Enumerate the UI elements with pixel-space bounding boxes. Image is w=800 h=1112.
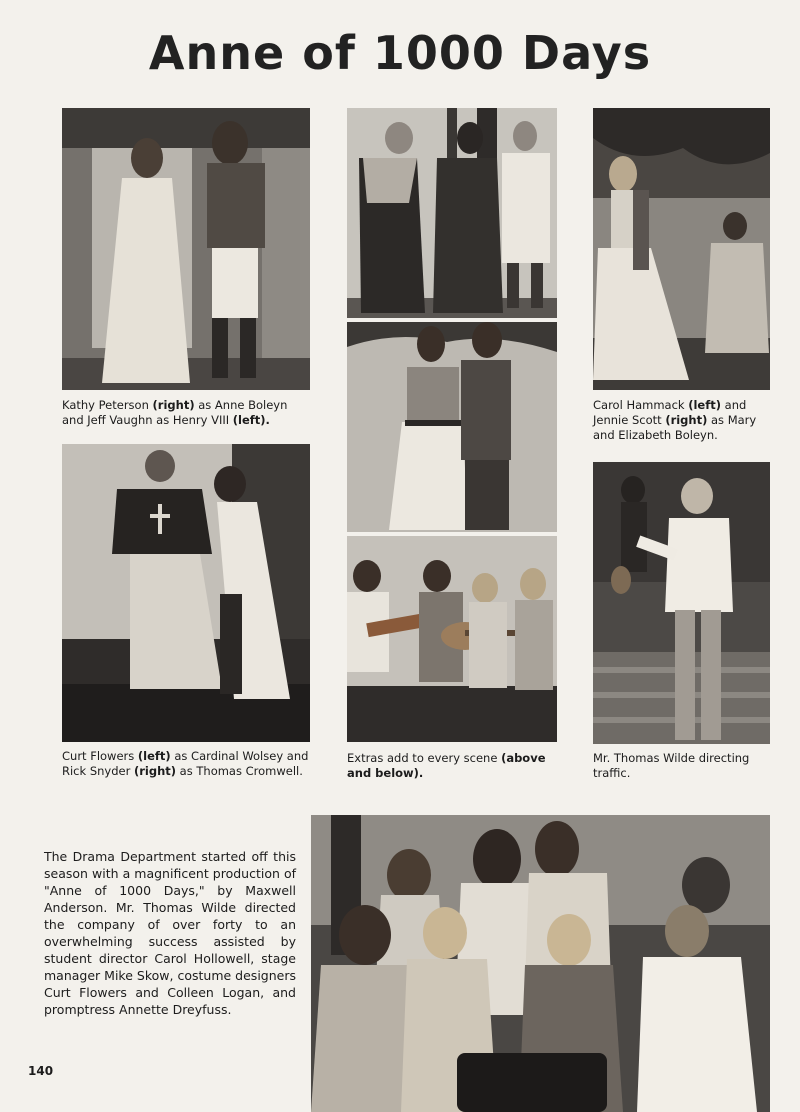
caption-extras: Extras add to every scene (above and below). <box>347 751 546 780</box>
caption-wolsey-and-cromwell: Curt Flowers (left) as Cardinal Wolsey and Rick Snyder (right) as Thomas Cromwell. <box>62 749 309 778</box>
caption-anne-and-henry: Kathy Peterson (right) as Anne Boleyn and Jeff Vaughn as Henry VIII (left). <box>62 398 288 427</box>
photo-group-scene <box>311 815 770 1112</box>
photo-extras-with-instruments <box>347 536 557 742</box>
caption-director-wilde: Mr. Thomas Wilde directing traffic. <box>593 751 750 780</box>
photo-couple-scene <box>347 322 557 532</box>
caption-mary-and-elizabeth: Carol Hammack (left) and Jennie Scott (right) as Mary and Elizabeth Boleyn. <box>593 398 757 442</box>
photo-wolsey-and-cromwell <box>62 444 310 742</box>
photo-director-wilde <box>593 462 770 744</box>
article-text: The Drama Department started off this season with a magnificent production of "Anne of 1000 Days," by Maxwell Anderson. Mr. Thomas Wilde directed the company of over forty to an overwhelming success assisted by student director Carol Hollowell, stage manager Mike Skow, costume designers Curt Flowers and Colleen Logan, and promptress Annette Dreyfuss. <box>44 849 296 1017</box>
photo-mary-and-elizabeth <box>593 108 770 390</box>
page-number: 140 <box>28 1064 54 1078</box>
page-title: Anne of 1000 Days <box>148 26 652 80</box>
photo-anne-and-henry <box>62 108 310 390</box>
photo-three-actors <box>347 108 557 318</box>
